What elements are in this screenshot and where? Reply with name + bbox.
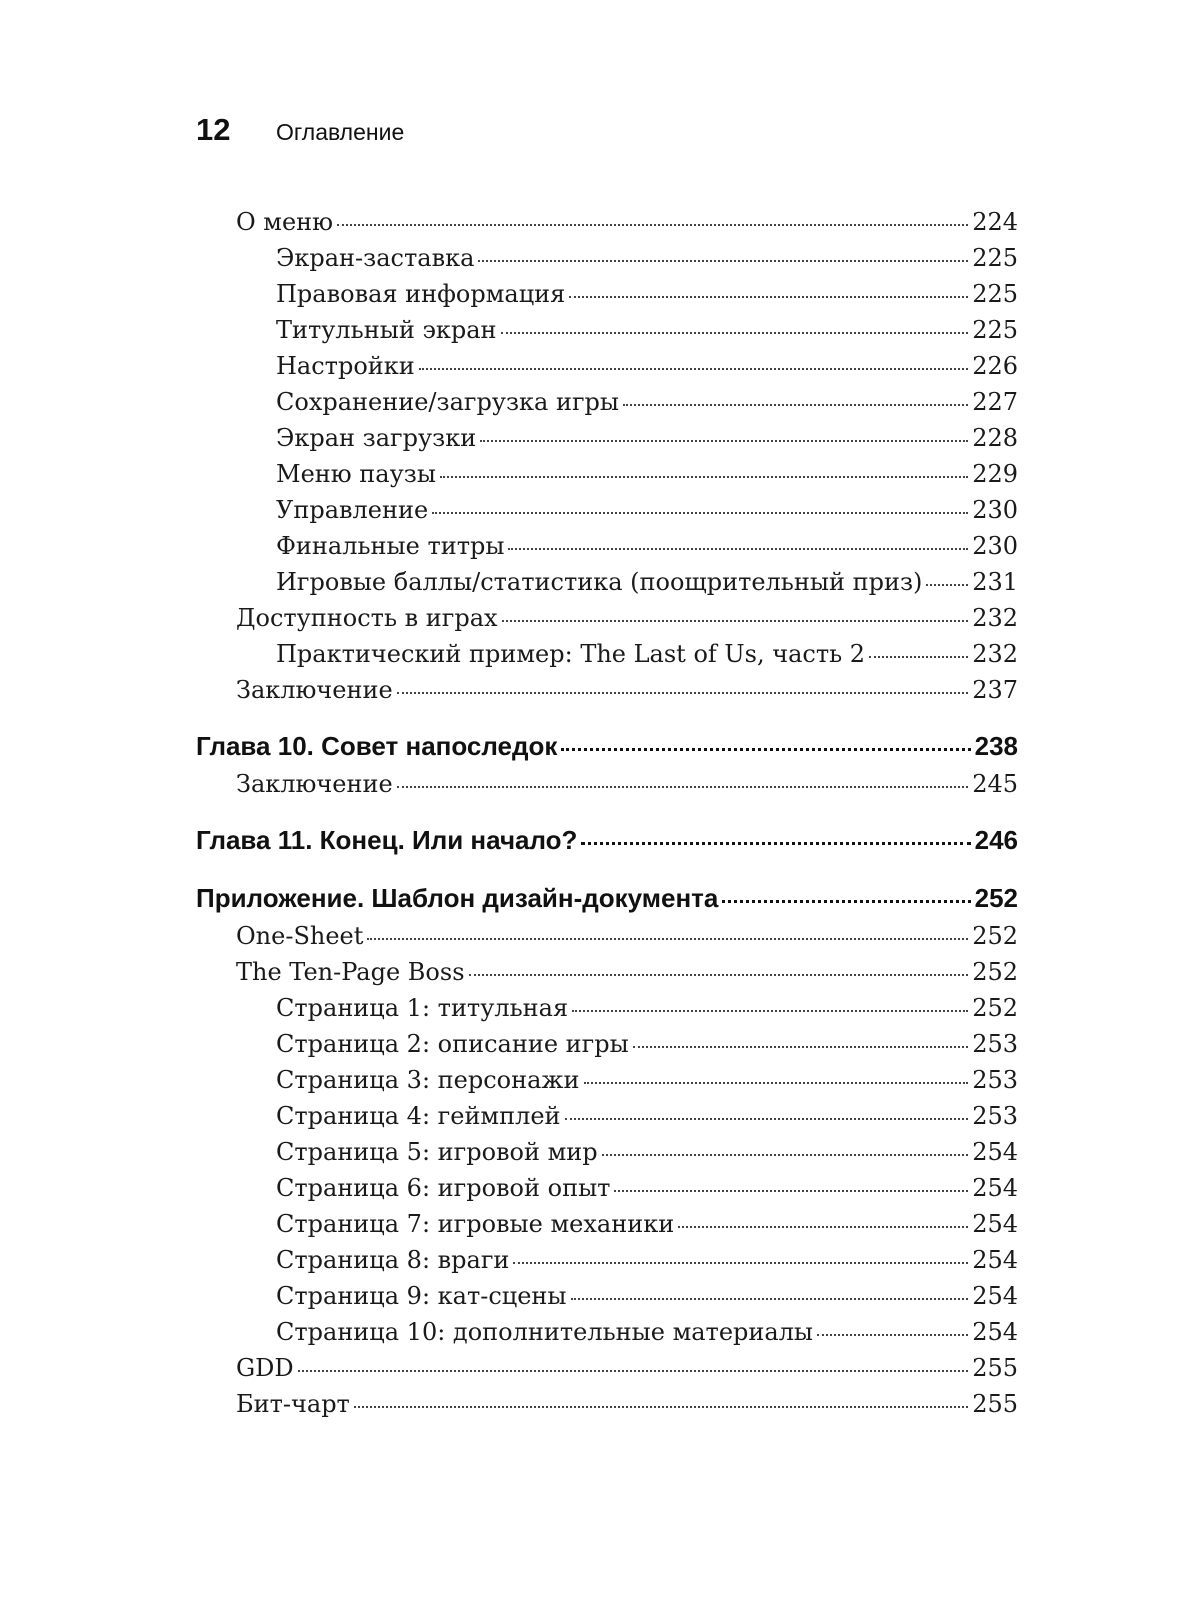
toc-entry-page: 254 <box>972 1318 1018 1346</box>
toc-entry[interactable] <box>196 312 1018 348</box>
toc-entry-title: Бит-чарт <box>236 1390 350 1418</box>
toc-entry-page: 252 <box>972 958 1018 986</box>
toc-entry-title: Практический пример: The Last of Us, часть 2 <box>276 640 866 668</box>
toc-entry-title: Финальные титры <box>276 532 505 560</box>
dot-leader <box>478 259 968 262</box>
toc-entry-title: Игровые баллы/статистика (поощрительный приз) <box>276 568 923 596</box>
dot-leader <box>432 511 968 514</box>
toc-entry-page: 255 <box>972 1354 1018 1382</box>
dot-leader <box>469 973 969 976</box>
dot-leader <box>565 1117 969 1120</box>
toc-entry[interactable] <box>196 672 1018 708</box>
toc-entry-page: 253 <box>972 1102 1018 1130</box>
toc-entry-title: The Ten-Page Boss <box>236 958 465 986</box>
dot-leader <box>614 1189 968 1192</box>
toc-entry-page: 252 <box>974 883 1018 913</box>
dot-leader <box>623 403 968 406</box>
toc-entry-title: Приложение. Шаблон дизайн-документа <box>196 883 719 913</box>
dot-leader <box>571 1297 969 1300</box>
dot-leader <box>440 475 968 478</box>
toc-entry-page: 253 <box>972 1030 1018 1058</box>
toc-entry-page: 231 <box>972 568 1018 596</box>
toc-entry[interactable] <box>196 492 1018 528</box>
toc-entry-page: 226 <box>972 352 1018 380</box>
page-header <box>196 112 404 148</box>
dot-leader <box>678 1225 968 1228</box>
toc-entry-title: Заключение <box>236 676 393 704</box>
toc-entry-page: 230 <box>972 532 1018 560</box>
toc-entry-page: 229 <box>972 460 1018 488</box>
toc-entry-title: Управление <box>276 496 429 524</box>
toc-entry-page: 227 <box>972 388 1018 416</box>
toc-chapter-entry[interactable] <box>196 820 1018 860</box>
toc-entry-page: 253 <box>972 1066 1018 1094</box>
toc-entry[interactable] <box>196 1170 1018 1206</box>
toc-entry-title: Титульный экран <box>276 316 497 344</box>
toc-entry-page: 232 <box>972 604 1018 632</box>
toc-entry-page: 254 <box>972 1174 1018 1202</box>
toc-chapter-entry[interactable] <box>196 878 1018 918</box>
dot-leader <box>572 1009 968 1012</box>
toc-entry-page: 238 <box>974 731 1018 761</box>
toc-entry[interactable] <box>196 1242 1018 1278</box>
running-title: Оглавление <box>276 119 405 145</box>
toc-entry-title: Сохранение/загрузка игры <box>276 388 620 416</box>
toc-entry[interactable] <box>196 348 1018 384</box>
toc-entry-title: Доступность в играх <box>236 604 498 632</box>
toc-entry[interactable] <box>196 564 1018 600</box>
dot-leader <box>602 1153 969 1156</box>
toc-entry-title: Экран загрузки <box>276 424 477 452</box>
dot-leader <box>298 1369 969 1372</box>
dot-leader <box>397 691 969 694</box>
toc-entry-title: Настройки <box>276 352 415 380</box>
dot-leader <box>722 899 970 903</box>
toc-entry[interactable] <box>196 1206 1018 1242</box>
dot-leader <box>367 937 968 940</box>
toc-entry[interactable] <box>196 1026 1018 1062</box>
toc-entry-title: О меню <box>236 208 334 236</box>
toc-entry-title: Глава 11. Конец. Или начало? <box>196 825 578 855</box>
toc-entry[interactable] <box>196 990 1018 1026</box>
dot-leader <box>633 1045 968 1048</box>
toc-entry-title: Экран-заставка <box>276 244 475 272</box>
toc-entry-title: Страница 1: титульная <box>276 994 569 1022</box>
toc-entry-page: 254 <box>972 1246 1018 1274</box>
toc-entry-page: 254 <box>972 1138 1018 1166</box>
dot-leader <box>926 583 968 586</box>
toc-entry[interactable] <box>196 918 1018 954</box>
dot-leader <box>817 1333 968 1336</box>
table-of-contents <box>196 204 1018 1422</box>
dot-leader <box>419 367 968 370</box>
toc-entry-page: 228 <box>972 424 1018 452</box>
dot-leader <box>501 331 969 334</box>
toc-entry-page: 225 <box>972 316 1018 344</box>
dot-leader <box>869 655 968 658</box>
dot-leader <box>354 1405 968 1408</box>
dot-leader <box>508 547 968 550</box>
toc-entry-title: One-Sheet <box>236 922 364 950</box>
toc-entry-title: Страница 10: дополнительные материалы <box>276 1318 814 1346</box>
toc-entry[interactable] <box>196 1386 1018 1422</box>
toc-entry[interactable] <box>196 1062 1018 1098</box>
toc-entry-page: 232 <box>972 640 1018 668</box>
toc-entry-title: Страница 8: враги <box>276 1246 510 1274</box>
toc-entry[interactable] <box>196 954 1018 990</box>
toc-entry-page: 254 <box>972 1210 1018 1238</box>
dot-leader <box>584 1081 969 1084</box>
toc-entry-page: 224 <box>972 208 1018 236</box>
toc-entry[interactable] <box>196 528 1018 564</box>
toc-entry-page: 230 <box>972 496 1018 524</box>
toc-entry-page: 252 <box>972 922 1018 950</box>
dot-leader <box>502 619 969 622</box>
dot-leader <box>480 439 968 442</box>
toc-entry-title: Страница 6: игровой опыт <box>276 1174 611 1202</box>
toc-entry-page: 225 <box>972 280 1018 308</box>
toc-entry[interactable] <box>196 384 1018 420</box>
toc-entry-title: Глава 10. Совет напоследок <box>196 731 558 761</box>
dot-leader <box>337 223 968 226</box>
toc-entry[interactable] <box>196 456 1018 492</box>
toc-entry-page: 246 <box>974 825 1018 855</box>
toc-entry-title: Страница 9: кат-сцены <box>276 1282 567 1310</box>
toc-entry-page: 255 <box>972 1390 1018 1418</box>
toc-entry-title: Страница 7: игровые механики <box>276 1210 675 1238</box>
toc-entry-title: Страница 5: игровой мир <box>276 1138 598 1166</box>
dot-leader <box>561 747 970 751</box>
toc-entry[interactable] <box>196 240 1018 276</box>
toc-entry[interactable] <box>196 600 1018 636</box>
toc-entry-title: Меню паузы <box>276 460 436 488</box>
dot-leader <box>397 785 969 788</box>
toc-entry[interactable] <box>196 636 1018 672</box>
toc-entry-page: 225 <box>972 244 1018 272</box>
toc-entry-title: Страница 3: персонажи <box>276 1066 580 1094</box>
dot-leader <box>513 1261 968 1264</box>
toc-entry-page: 237 <box>972 676 1018 704</box>
toc-entry-title: Страница 2: описание игры <box>276 1030 629 1058</box>
toc-entry-title: GDD <box>236 1354 294 1382</box>
toc-entry[interactable] <box>196 420 1018 456</box>
toc-entry[interactable] <box>196 276 1018 312</box>
dot-leader <box>581 841 970 845</box>
toc-entry[interactable] <box>196 1350 1018 1386</box>
toc-entry-page: 252 <box>972 994 1018 1022</box>
toc-entry[interactable] <box>196 766 1018 802</box>
toc-entry[interactable] <box>196 1134 1018 1170</box>
toc-entry[interactable] <box>196 1098 1018 1134</box>
toc-entry[interactable] <box>196 1278 1018 1314</box>
toc-entry-title: Страница 4: геймплей <box>276 1102 561 1130</box>
dot-leader <box>569 295 968 298</box>
toc-entry-title: Заключение <box>236 770 393 798</box>
page-number: 12 <box>196 112 231 147</box>
toc-entry-title: Правовая информация <box>276 280 566 308</box>
toc-entry[interactable] <box>196 1314 1018 1350</box>
toc-chapter-entry[interactable] <box>196 726 1018 766</box>
toc-entry[interactable] <box>196 204 1018 240</box>
toc-entry-page: 254 <box>972 1282 1018 1310</box>
toc-entry-page: 245 <box>972 770 1018 798</box>
